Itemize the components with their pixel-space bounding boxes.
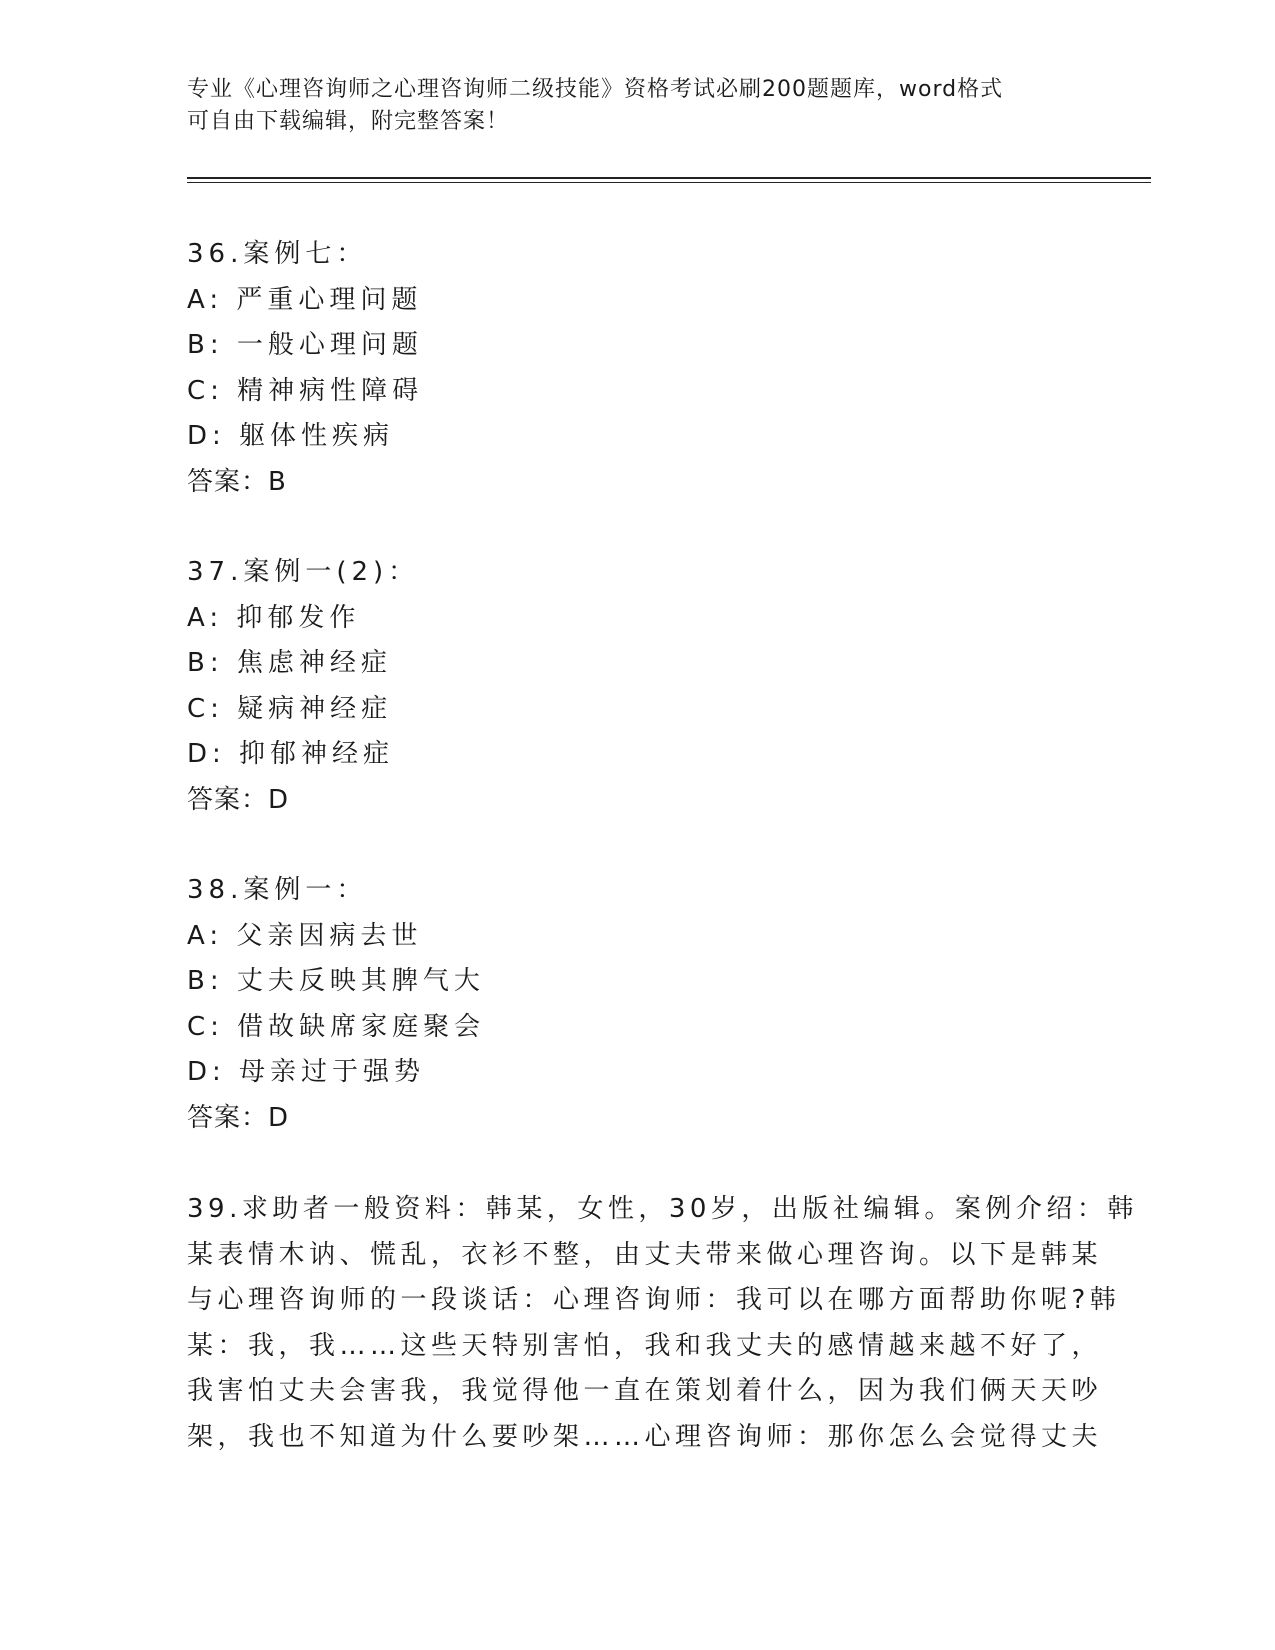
header-rule-thick (187, 177, 1151, 179)
paragraph-line: 某表情木讷、慌乱，衣衫不整，由丈夫带来做心理咨询。以下是韩某 (187, 1239, 1103, 1270)
header-line-2: 可自由下载编辑，附完整答案！ (187, 109, 510, 134)
option-d: D: 抑郁神经症 (187, 739, 395, 769)
paragraph-line: 某：我，我……这些天特别害怕，我和我丈夫的感情越来越不好了， (187, 1330, 1103, 1361)
option-c: C: 精神病性障碍 (187, 375, 424, 406)
paragraph-line: 架，我也不知道为什么要吵架……心理咨询师：那你怎么会觉得丈夫 (187, 1421, 1103, 1452)
answer: 答案：B (187, 466, 287, 497)
option-c: C: 借故缺席家庭聚会 (187, 1011, 486, 1042)
option-c: C: 疑病神经症 (187, 693, 393, 724)
question-36 (187, 232, 1087, 505)
option-a: A: 严重心理问题 (187, 284, 423, 315)
paragraph-line: 39.求助者一般资料：韩某，女性，30岁，出版社编辑。案例介绍：韩 (187, 1194, 1138, 1224)
question-stem: 38.案例一： (187, 875, 368, 905)
question-38 (187, 868, 1087, 1141)
option-b: B: 一般心理问题 (187, 330, 423, 360)
document-header (187, 74, 1087, 138)
paragraph-line: 我害怕丈夫会害我，我觉得他一直在策划着什么，因为我们俩天天吵 (187, 1376, 1103, 1406)
answer: 答案：D (187, 784, 290, 815)
question-stem: 37.案例一(2)： (187, 557, 420, 587)
header-rule-thin (187, 182, 1151, 183)
option-b: B: 焦虑神经症 (187, 648, 392, 678)
option-b: B: 丈夫反映其脾气大 (187, 966, 485, 996)
answer: 答案：D (187, 1102, 290, 1133)
question-stem: 36.案例七： (187, 239, 368, 269)
question-39 (187, 1187, 1138, 1460)
option-a: A: 抑郁发作 (187, 602, 361, 633)
option-a: A: 父亲因病去世 (187, 920, 423, 951)
option-d: D: 躯体性疾病 (187, 421, 395, 451)
option-d: D: 母亲过于强势 (187, 1057, 426, 1087)
question-37 (187, 550, 1087, 823)
paragraph-line: 与心理咨询师的一段谈话：心理咨询师：我可以在哪方面帮助你呢?韩 (187, 1285, 1121, 1315)
header-line-1: 专业《心理咨询师之心理咨询师二级技能》资格考试必刷200题题库，word格式 (187, 77, 1004, 102)
